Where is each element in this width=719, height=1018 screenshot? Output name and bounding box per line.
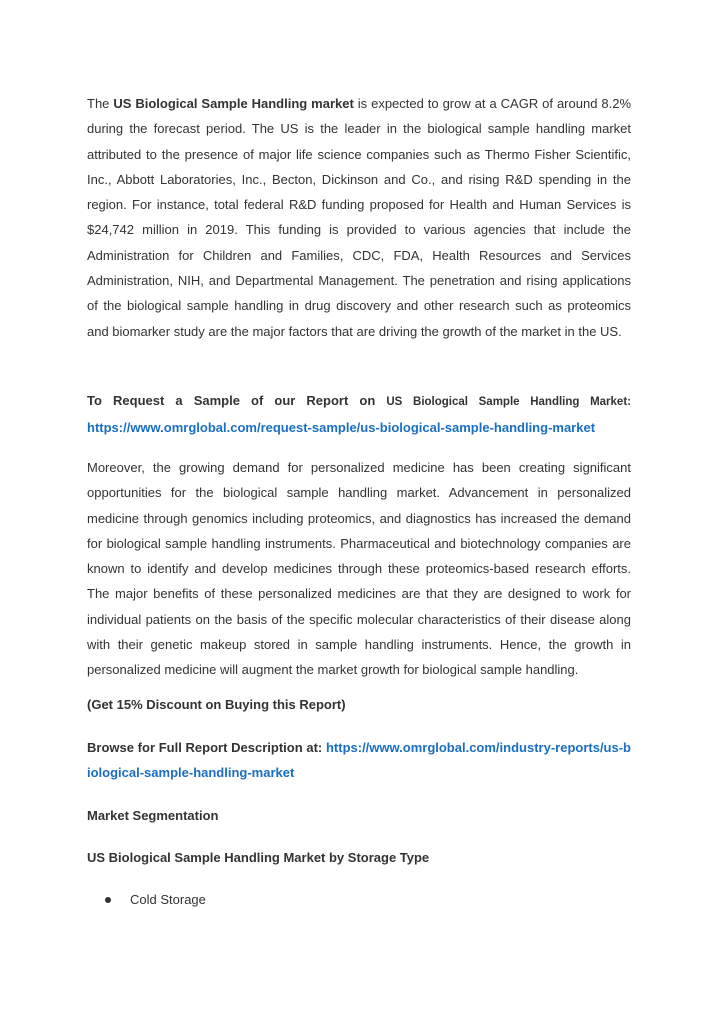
intro-paragraph (87, 91, 631, 344)
sample-request-link[interactable]: https://www.omrglobal.com/request-sample/us-biological-sample-handling-market (87, 420, 596, 436)
sample-request-label: To Request a Sample of our Report on (87, 393, 376, 408)
list-item-label: Cold Storage (130, 892, 206, 907)
list-item (87, 888, 206, 912)
sample-request (87, 388, 631, 441)
full-report-link[interactable]: https://www.omrglobal.com/industry-reports/us-biological-sample-handling-market (87, 740, 631, 781)
personalized-medicine-paragraph: Moreover, the growing demand for personalized medicine has been creating significant opportunities for the biological sample handling market. Advancement in personalized medicine through genomics including proteomics, and diagnostics has increased the demand for biological sample handling instruments. Pharmaceutical and biotechnology companies are known to identify and develop medicines through these proteomics-based research efforts. The major benefits of these personalized medicines are that they are designed to work for individual patients on the basis of the specific molecular characteristics of their disease along with their genetic makeup stored in sample handling instruments. Hence, the growth in personalized medicine will augment the market growth for biological sample handling. (87, 460, 631, 678)
market-segmentation-heading: Market Segmentation (87, 808, 219, 823)
discount-offer[interactable]: (Get 15% Discount on Buying this Report) (87, 697, 346, 712)
intro-lead: The (87, 96, 114, 111)
sample-request-subject: US Biological Sample Handling Market: (386, 396, 631, 408)
market-name: US Biological Sample Handling market (113, 96, 354, 111)
bullet-icon (105, 897, 111, 903)
browse-label: Browse for Full Report Description at: (87, 740, 323, 755)
sample-request-line (87, 388, 631, 415)
storage-type-list (87, 888, 206, 912)
browse-description (87, 735, 631, 786)
storage-type-heading: US Biological Sample Handling Market by Storage Type (87, 850, 430, 865)
intro-body: is expected to grow at a CAGR of around 8.2% during the forecast period. The US is the leader in the biological sample handling market attributed to the presence of major life science companies such as Thermo Fisher Scientific, Inc., Abbott Laboratories, Inc., Becton, Dickinson and Co., and rising R&D spending in the region. For instance, total federal R&D funding proposed for Health and Human Services is $24,742 million in 2019. This funding is provided to various agencies that include the Administration for Children and Families, CDC, FDA, Health Resources and Services Administration, NIH, and Departmental Management. The penetration and rising applications of the biological sample handling in drug discovery and other research such as proteomics and biomarker study are the major factors that are driving the growth of the market in the US. (87, 96, 632, 339)
